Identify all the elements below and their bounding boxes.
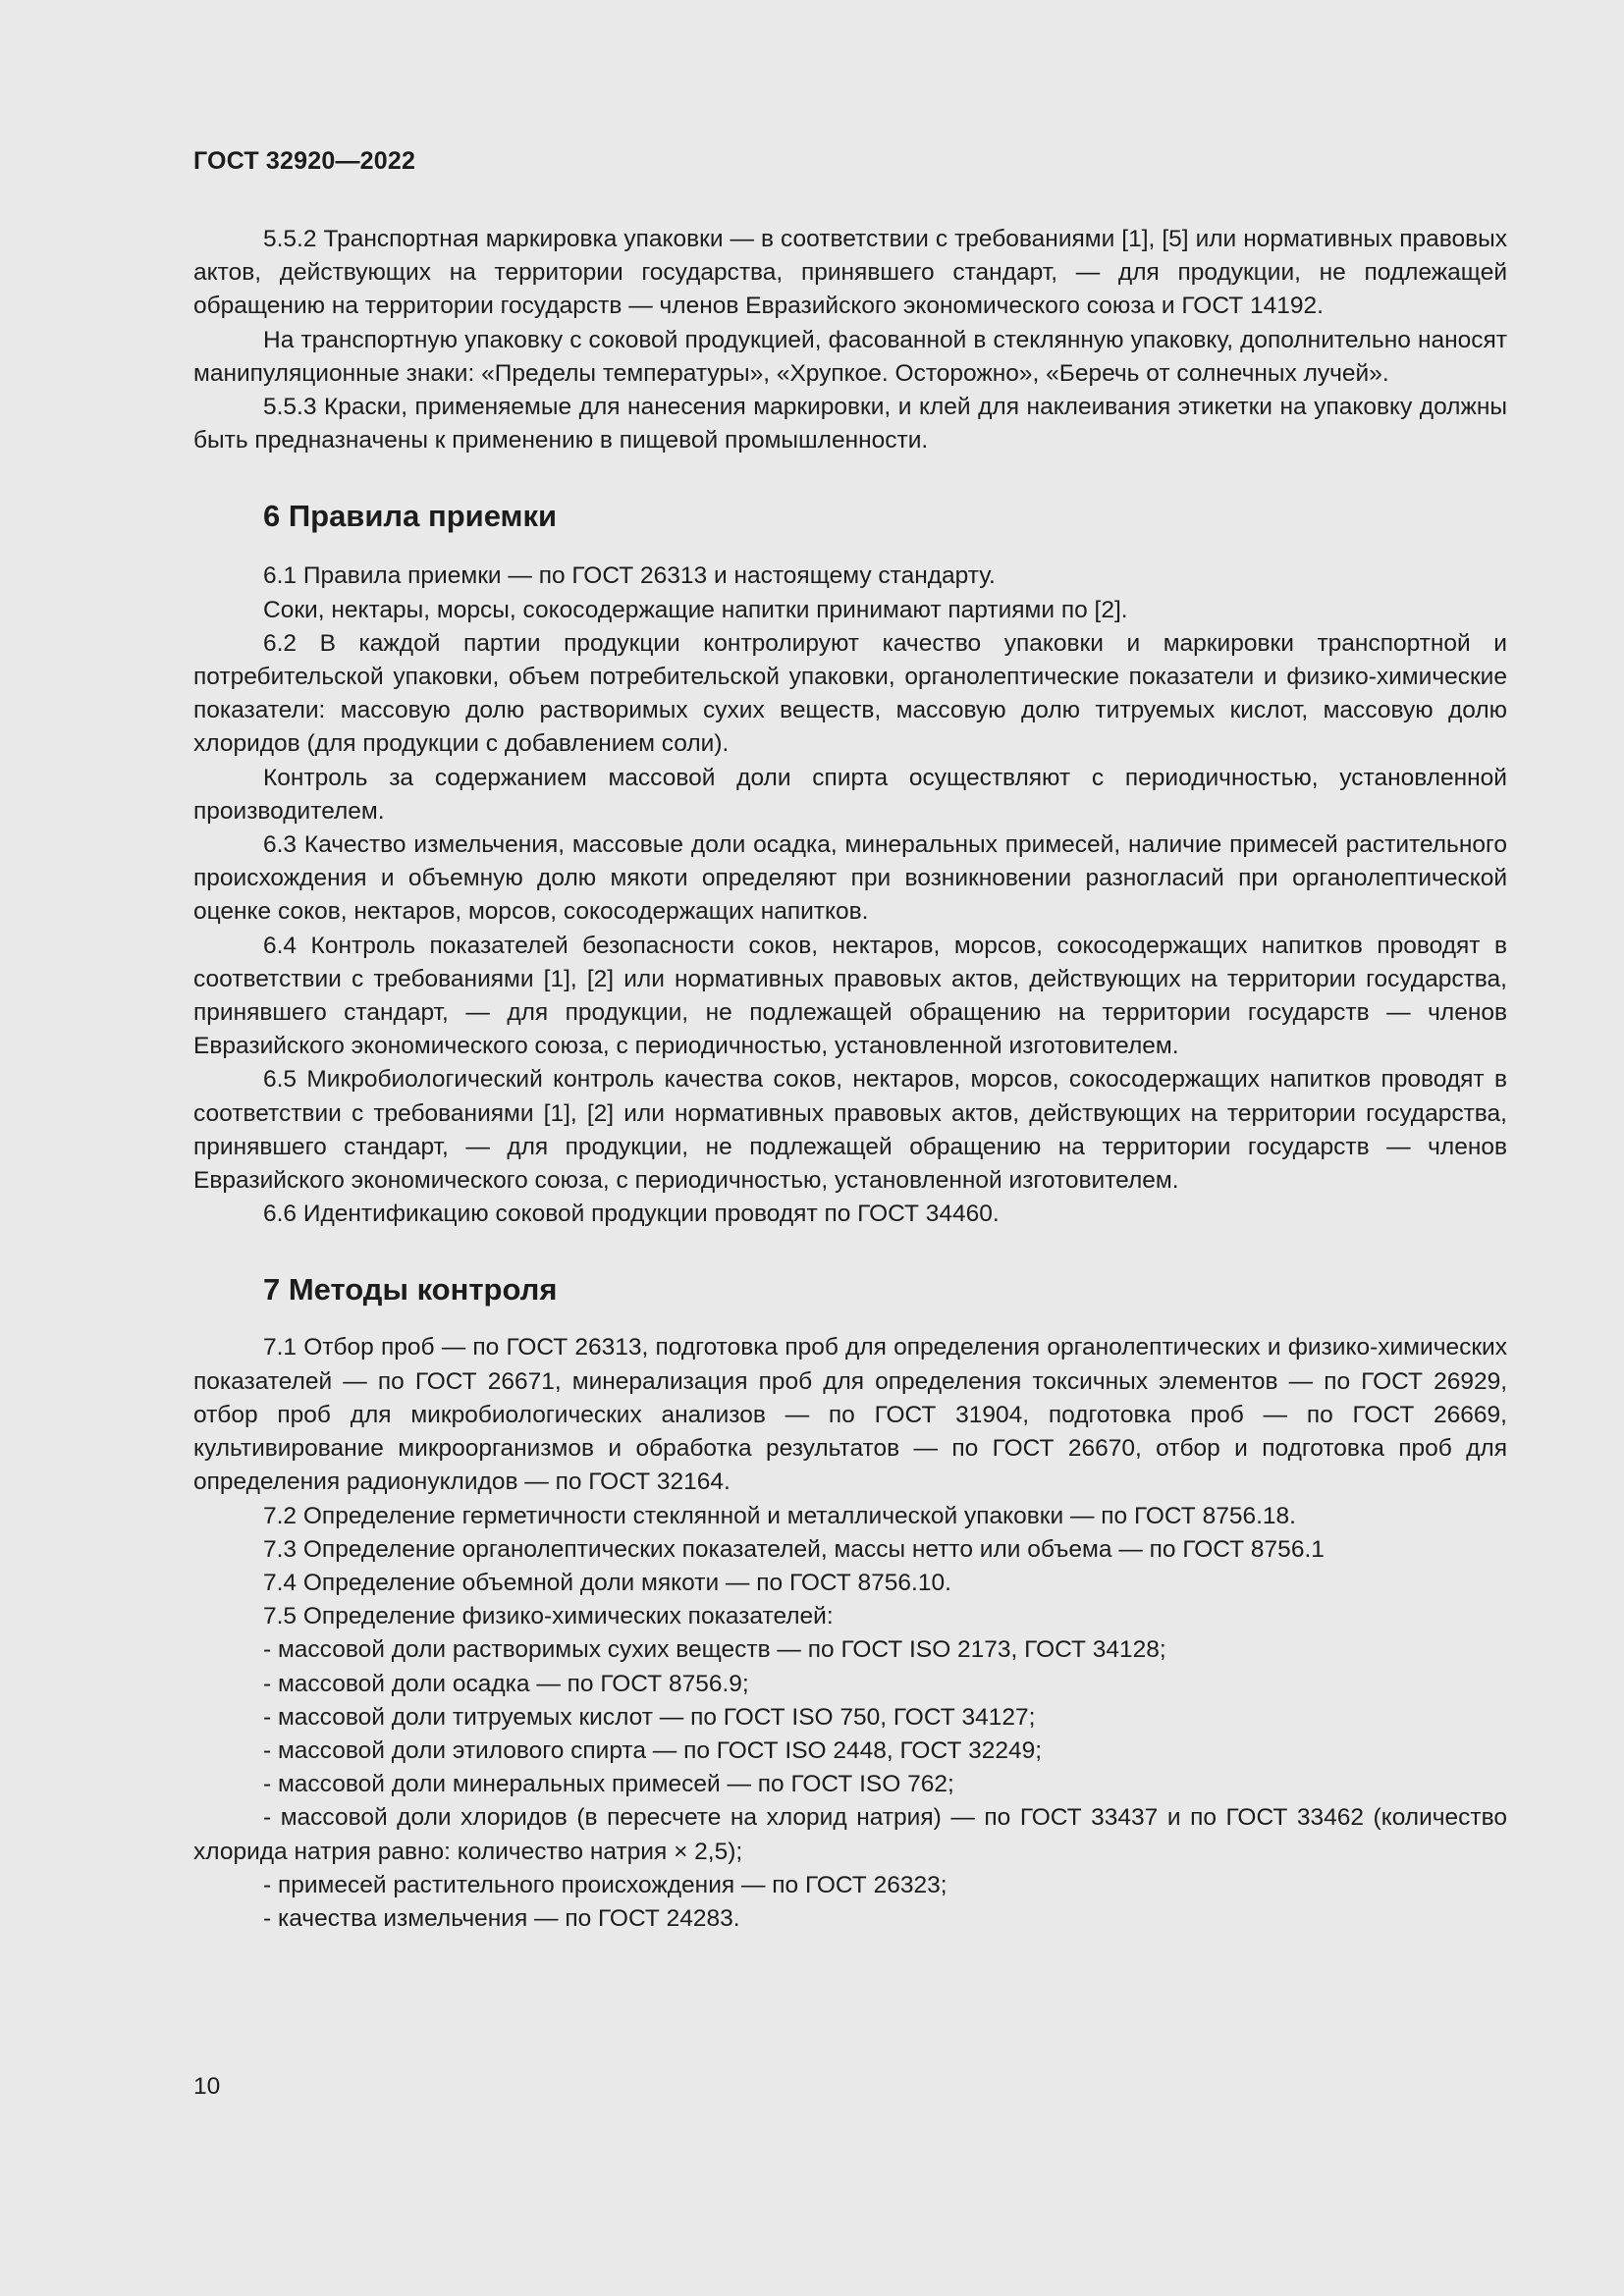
paragraph-6-6: 6.6 Идентификацию соковой продукции проводят по ГОСТ 34460. [263,1201,1000,1228]
page-number: 10 [193,2073,221,2100]
section-7-heading: 7 Методы контроля [263,1272,558,1308]
list-item: - массовой доли осадка — по ГОСТ 8756.9; [263,1670,749,1697]
paragraph-5-5-2-continued: На транспортную упаковку с соковой продукцией, фасованной в стеклянную упаковку, дополнительно наносят манипуляционные знаки: «Пределы температуры», «Хрупкое. Осторожно», «Беречь от солнечных лучей». [193,326,1507,387]
document-code-header: ГОСТ 32920—2022 [193,147,416,175]
paragraph-7-4: 7.4 Определение объемной доли мякоти — по ГОСТ 8756.10. [263,1569,951,1596]
list-item: - массовой доли минеральных примесей — по ГОСТ ISO 762; [263,1771,954,1798]
list-item: - массовой доли хлоридов (в пересчете на хлорид натрия) — по ГОСТ 33437 и по ГОСТ 33462 (количество хлорида натрия равно: количество натрия × 2,5); [193,1804,1507,1865]
paragraph-5-5-2: 5.5.2 Транспортная маркировка упаковки — в соответствии с требованиями [1], [5] или нормативных правовых актов, действующих на территории государства, принявшего стандарт, — для продукции, не подлежащей обращению на территории государств — членов Евразийского экономического союза и ГОСТ 14192. [193,226,1507,320]
section-6-heading: 6 Правила приемки [263,499,558,534]
paragraph-6-4: 6.4 Контроль показателей безопасности соков, нектаров, морсов, сокосодержащих напитков проводят в соответствии с требованиями [1], [2] или нормативных правовых актов, действующих на территории государства, принявшего стандарт, — для продукции, не подлежащей обращению на территории государств — членов Евразийского экономического союза, с периодичностью, установленной изготовителем. [193,932,1507,1060]
paragraph-6-2: 6.2 В каждой партии продукции контролируют качество упаковки и маркировки транспортной и потребительской упаковки, объем потребительской упаковки, органолептические показатели и физико-химические показатели: массовую долю растворимых сухих веществ, массовую долю титруемых кислот, массовую долю хлоридов (для продукции с добавлением соли). [193,629,1507,758]
paragraph-6-3: 6.3 Качество измельчения, массовые доли осадка, минеральных примесей, наличие примесей растительного происхождения и объемную долю мякоти определяют при возникновении разногласий при органолептической оценке соков, нектаров, морсов, сокосодержащих напитков. [193,831,1507,926]
paragraph-5-5-3: 5.5.3 Краски, применяемые для нанесения маркировки, и клей для наклеивания этикетки на упаковку должны быть предназначены к применению в пищевой промышленности. [193,394,1507,454]
paragraph-6-1: 6.1 Правила приемки — по ГОСТ 26313 и настоящему стандарту. [263,562,996,590]
paragraph-6-1-continued: Соки, нектары, морсы, сокосодержащие напитки принимают партиями по [2]. [263,596,1128,623]
paragraph-7-5: 7.5 Определение физико-химических показателей: [263,1603,834,1630]
list-item: - массовой доли этилового спирта — по ГОСТ ISO 2448, ГОСТ 32249; [263,1736,1043,1764]
list-item: - качества измельчения — по ГОСТ 24283. [263,1904,740,1932]
paragraph-7-3: 7.3 Определение органолептических показателей, массы нетто или объема — по ГОСТ 8756.1 [263,1535,1325,1563]
list-item: - массовой доли титруемых кислот — по ГОСТ ISO 750, ГОСТ 34127; [263,1703,1036,1731]
paragraph-6-5: 6.5 Микробиологический контроль качества соков, нектаров, морсов, сокосодержащих напитков проводят в соответствии с требованиями [1], [2] или нормативных правовых актов, действующих на территории государства, принявшего стандарт, — для продукции, не подлежащей обращению на территории государств — членов Евразийского экономического союза, с периодичностью, установленной изготовителем. [193,1066,1507,1195]
list-item: - примесей растительного происхождения — по ГОСТ 26323; [263,1871,947,1898]
document-body [193,223,1507,1936]
list-item: - массовой доли растворимых сухих веществ — по ГОСТ ISO 2173, ГОСТ 34128; [263,1636,1166,1664]
paragraph-6-2-continued: Контроль за содержанием массовой доли спирта осуществляют с периодичностью, установленной производителем. [193,764,1507,825]
paragraph-7-1: 7.1 Отбор проб — по ГОСТ 26313, подготовка проб для определения органолептических и физико-химических показателей — по ГОСТ 26671, минерализация проб для определения токсичных элементов — по ГОСТ 26929, отбор проб для микробиологических анализов — по ГОСТ 31904, подготовка проб — по ГОСТ 26669, культивирование микроорганизмов и обработка результатов — по ГОСТ 26670, отбор и подготовка проб для определения радионуклидов — по ГОСТ 32164. [193,1334,1507,1496]
paragraph-7-2: 7.2 Определение герметичности стеклянной и металлической упаковки — по ГОСТ 8756.18. [263,1502,1296,1529]
